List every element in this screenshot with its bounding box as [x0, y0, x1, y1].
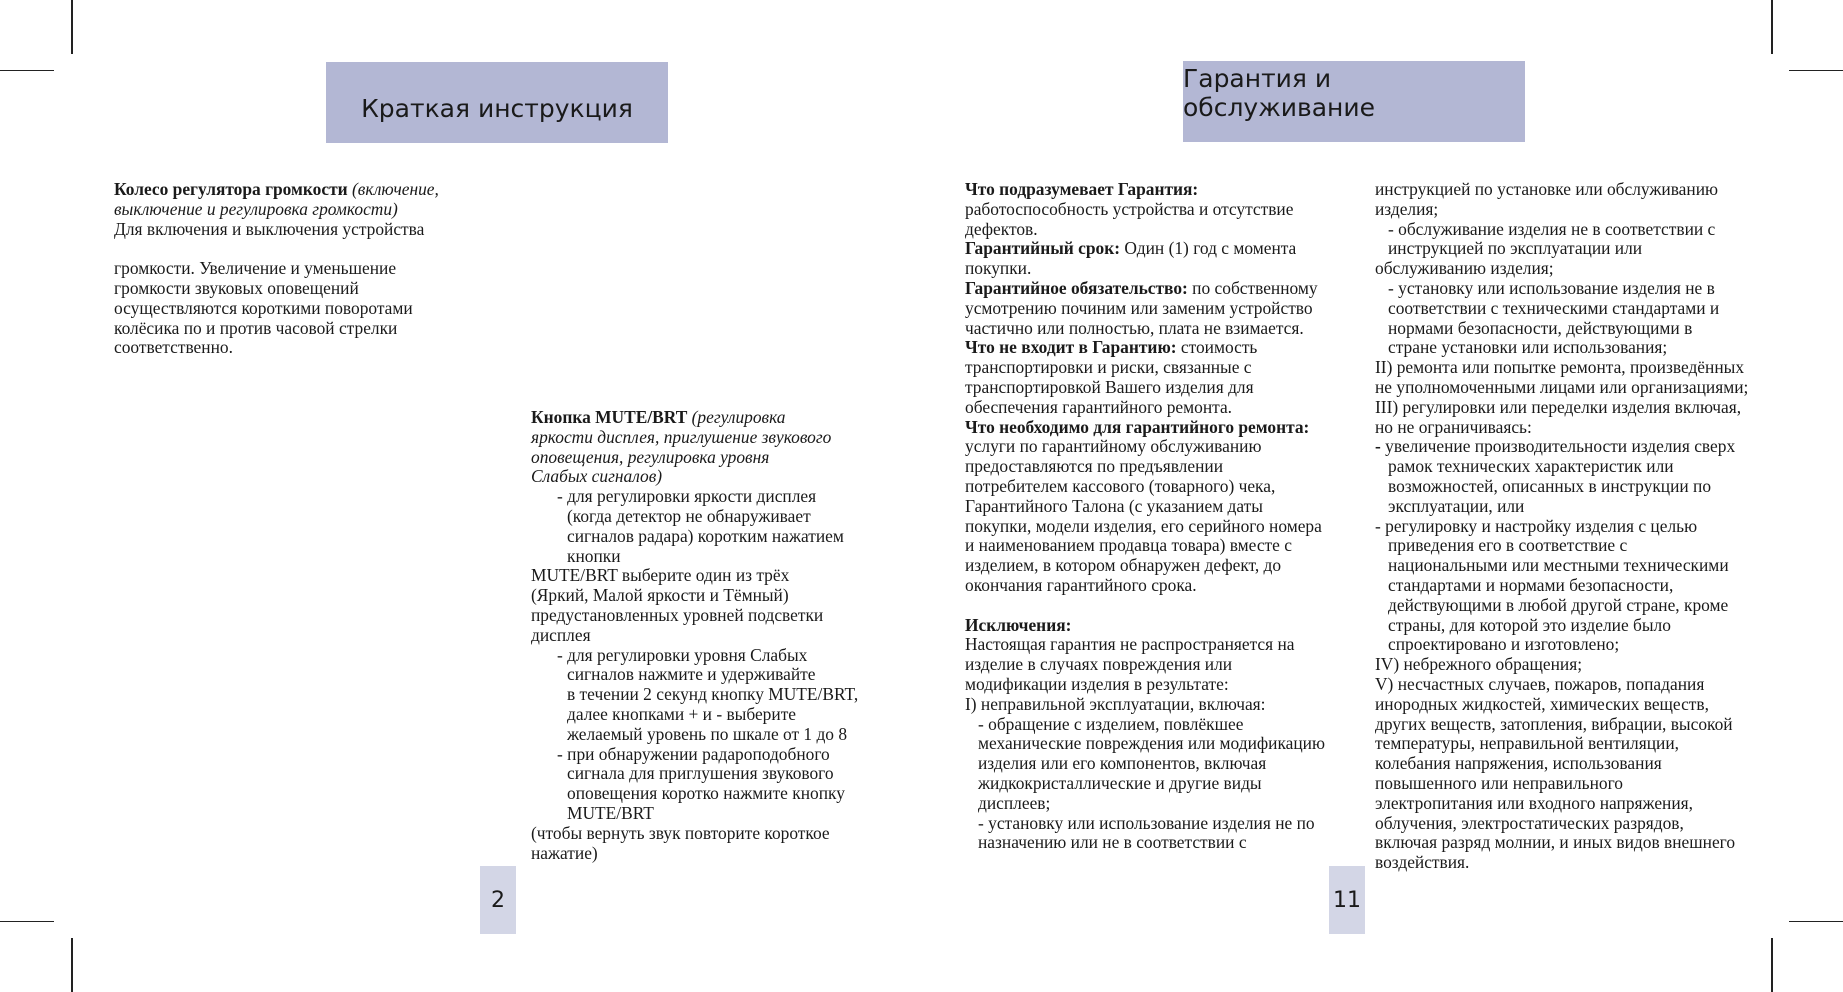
- text-line: [114, 239, 474, 259]
- text-line: [965, 338, 1365, 358]
- body-text: нормами безопасности, действующими в: [1388, 317, 1693, 338]
- body-text: обслуживанию изделия;: [1375, 258, 1554, 279]
- body-text: I) неправильной эксплуатации, включая:: [965, 693, 1266, 714]
- text-line: [1375, 616, 1775, 636]
- text-line: [1375, 437, 1775, 457]
- text-line: [1375, 536, 1775, 556]
- text-line: [1375, 734, 1775, 754]
- body-text: инородных жидкостей, химических веществ,: [1375, 693, 1709, 714]
- bold-text: Гарантийный срок:: [965, 238, 1121, 259]
- text-line: [965, 675, 1365, 695]
- text-line: [1375, 754, 1775, 774]
- text-line: [1375, 576, 1775, 596]
- body-text: в течении 2 секунд кнопку MUTE/BRT,: [567, 684, 859, 705]
- body-text: сигнала для приглушения звукового: [567, 763, 834, 784]
- body-text: (чтобы вернуть звук повторите короткое: [531, 822, 830, 843]
- text-line: [1375, 259, 1775, 279]
- body-text: назначению или не в соответствии с: [978, 832, 1247, 853]
- bold-text: Кнопка MUTE/BRT: [531, 407, 688, 427]
- body-text: транспортировкой Вашего изделия для: [965, 376, 1254, 397]
- text-line: [965, 220, 1365, 240]
- text-line: [1375, 596, 1775, 616]
- text-line: [1375, 319, 1775, 339]
- body-text: других веществ, затопления, вибрации, высокой: [1375, 713, 1733, 734]
- body-text: стоимость: [1176, 337, 1258, 358]
- text-line: [1375, 655, 1775, 675]
- body-text: - обращение с изделием, повлёкшее: [978, 713, 1244, 734]
- body-text: увеличение производительности изделия сверх: [1380, 436, 1736, 457]
- body-text: - установку или использование изделия не по: [978, 812, 1315, 833]
- body-text: кнопки: [567, 545, 621, 566]
- text-line: [531, 428, 891, 448]
- bold-text: Колесо регулятора громкости: [114, 179, 348, 199]
- text-line: [1375, 477, 1775, 497]
- text-line: [965, 814, 1365, 834]
- text-line: [531, 764, 891, 784]
- text-line: [1375, 814, 1775, 834]
- body-text: обеспечения гарантийного ремонта.: [965, 396, 1233, 417]
- body-text: MUTE/BRT выберите один из трёх: [531, 565, 790, 586]
- bold-text: -: [1375, 436, 1381, 457]
- body-text: по собственному: [1187, 277, 1318, 298]
- text-line: [531, 527, 891, 547]
- right-page-number-text: 11: [1333, 887, 1361, 913]
- text-line: [965, 576, 1365, 596]
- text-line: [1375, 794, 1775, 814]
- body-text: возможностей, описанных в инструкции по: [1388, 475, 1712, 496]
- text-line: [531, 507, 891, 527]
- body-text: рамок технических характеристик или: [1388, 456, 1674, 477]
- text-line: [531, 665, 891, 685]
- body-text: инструкцией по установке или обслуживанию: [1375, 179, 1719, 199]
- body-text: Один (1) год с момента: [1120, 238, 1297, 259]
- body-text: нажатие): [531, 842, 598, 863]
- body-text: стране установки или использования;: [1388, 337, 1668, 358]
- body-text: стандартами и нормами безопасности,: [1388, 574, 1674, 595]
- body-text: - установку или использование изделия не в: [1388, 277, 1715, 298]
- text-line: [965, 635, 1365, 655]
- body-text: изделия;: [1375, 198, 1439, 219]
- body-text: MUTE/BRT: [567, 802, 654, 823]
- text-line: [965, 477, 1365, 497]
- text-line: [1375, 774, 1775, 794]
- body-text: дисплеев;: [978, 792, 1051, 813]
- body-text: Для включения и выключения устройства: [114, 218, 425, 239]
- text-line: [1375, 715, 1775, 735]
- body-text: сигналов нажмите и удерживайте: [567, 664, 816, 685]
- text-line: [965, 556, 1365, 576]
- text-line: [965, 239, 1365, 259]
- body-text: громкости. Увеличение и уменьшение: [114, 258, 397, 279]
- text-line: [114, 200, 474, 220]
- text-line: [965, 754, 1365, 774]
- text-line: [1375, 239, 1775, 259]
- text-line: [965, 734, 1365, 754]
- text-line: [965, 437, 1365, 457]
- text-line: [965, 457, 1365, 477]
- left-page-number-text: 2: [491, 887, 505, 913]
- text-line: [531, 408, 891, 428]
- text-line: [1375, 635, 1775, 655]
- text-line: [1375, 299, 1775, 319]
- body-text: покупки, модели изделия, его серийного номера: [965, 515, 1322, 536]
- body-text: электропитания или входного напряжения,: [1375, 792, 1694, 813]
- left-page-number: [480, 866, 516, 934]
- body-text: работоспособность устройства и отсутствие: [965, 198, 1294, 219]
- text-line: [114, 299, 474, 319]
- body-text: изделия или его компонентов, включая: [978, 753, 1267, 774]
- text-line: [965, 774, 1365, 794]
- text-line: [531, 725, 891, 745]
- text-line: [1375, 279, 1775, 299]
- text-line: [965, 695, 1365, 715]
- text-line: [1375, 853, 1775, 873]
- body-text: IV) небрежного обращения;: [1375, 654, 1583, 675]
- text-line: [531, 626, 891, 646]
- text-line: [114, 180, 474, 200]
- text-line: [531, 467, 891, 487]
- text-line: [531, 487, 891, 507]
- text-line: [965, 398, 1365, 418]
- body-text: облучения, электростатических разрядов,: [1375, 812, 1684, 833]
- text-line: [531, 606, 891, 626]
- body-text: желаемый уровень по шкале от 1 до 8: [567, 723, 848, 744]
- body-text: покупки.: [965, 258, 1032, 279]
- text-line: [965, 259, 1365, 279]
- text-line: [114, 259, 474, 279]
- text-line: [531, 685, 891, 705]
- text-line: [531, 784, 891, 804]
- body-text: услуги по гарантийному обслуживанию: [965, 436, 1262, 457]
- text-line: [114, 220, 474, 240]
- text-line: [1375, 833, 1775, 853]
- text-line: [965, 319, 1365, 339]
- text-line: [531, 745, 891, 765]
- text-line: [965, 358, 1365, 378]
- bold-text: Гарантийное обязательство:: [965, 277, 1188, 298]
- body-text: - обслуживание изделия не в соответствии с: [1388, 218, 1716, 239]
- body-text: II) ремонта или попытке ремонта, произведённых: [1375, 357, 1745, 378]
- body-text: не уполномоченными лицами или организациями;: [1375, 376, 1749, 397]
- body-text: предустановленных уровней подсветки: [531, 604, 824, 625]
- crop-mark-bottom-left-h: [0, 921, 54, 922]
- body-text: действующими в любой другой стране, кроме: [1388, 594, 1729, 615]
- text-line: [531, 448, 891, 468]
- body-text: V) несчастных случаев, пожаров, попадания: [1375, 673, 1705, 694]
- crop-mark-top-left-h: [0, 70, 54, 71]
- text-line: [1375, 556, 1775, 576]
- body-text: Настоящая гарантия не распространяется на: [965, 634, 1295, 655]
- italic-text: Слабых сигналов): [531, 466, 663, 487]
- crop-mark-bottom-right-h: [1789, 921, 1843, 922]
- text-line: [965, 536, 1365, 556]
- bold-text: Исключения:: [965, 614, 1072, 635]
- text-line: [1375, 398, 1775, 418]
- text-line: [1375, 200, 1775, 220]
- right-page-header-text: Гарантия и обслуживание: [1183, 64, 1376, 122]
- text-line: [1375, 695, 1775, 715]
- italic-text: яркости дисплея, приглушение звукового: [531, 426, 832, 447]
- text-line: [965, 794, 1365, 814]
- body-text: страны, для которой это изделие было: [1388, 614, 1671, 635]
- text-line: [531, 646, 891, 666]
- text-line: [1375, 517, 1775, 537]
- body-text: (Яркий, Малой яркости и Тёмный): [531, 585, 789, 606]
- body-text: механические повреждения или модификацию: [978, 733, 1325, 754]
- body-text: жидкокристаллические и другие виды: [978, 772, 1262, 793]
- text-line: [965, 378, 1365, 398]
- body-text: Гарантийного Талона (с указанием даты: [965, 495, 1263, 516]
- body-text: осуществляются короткими поворотами: [114, 297, 413, 318]
- body-text: эксплуатации, или: [1388, 495, 1525, 516]
- text-line: [114, 279, 474, 299]
- left-page-column-volume: [114, 180, 474, 358]
- italic-text: (включение,: [347, 179, 439, 199]
- text-line: [531, 547, 891, 567]
- text-line: [1375, 497, 1775, 517]
- body-text: окончания гарантийного срока.: [965, 574, 1197, 595]
- text-line: [965, 279, 1365, 299]
- text-line: [531, 824, 891, 844]
- body-text: III) регулировки или переделки изделия включая,: [1375, 396, 1742, 417]
- crop-mark-bottom-left-v: [71, 938, 73, 992]
- bold-text: Что необходимо для гарантийного ремонта:: [965, 416, 1310, 437]
- text-line: [965, 517, 1365, 537]
- text-line: [1375, 220, 1775, 240]
- text-line: [114, 319, 474, 339]
- crop-mark-top-left-v: [71, 0, 73, 54]
- text-line: [965, 418, 1365, 438]
- body-text: температуры, неправильной вентиляции,: [1375, 733, 1679, 754]
- body-text: дисплея: [531, 624, 591, 645]
- text-line: [965, 180, 1365, 200]
- body-text: - при обнаружении радароподобного: [557, 743, 830, 764]
- text-line: [1375, 338, 1775, 358]
- text-line: [965, 596, 1365, 616]
- body-text: соответственно.: [114, 337, 233, 358]
- text-line: [114, 338, 474, 358]
- body-text: далее кнопками + и - выберите: [567, 703, 797, 724]
- body-text: спроектировано и изготовлено;: [1388, 634, 1620, 655]
- crop-mark-top-right-h: [1789, 70, 1843, 71]
- text-line: [531, 705, 891, 725]
- text-line: [1375, 457, 1775, 477]
- body-text: предоставляются по предъявлении: [965, 456, 1223, 477]
- text-line: [965, 833, 1365, 853]
- crop-mark-top-right-v: [1771, 0, 1773, 54]
- body-text: национальными или местными техническими: [1388, 555, 1729, 576]
- body-text: - для регулировки яркости дисплея: [557, 486, 817, 507]
- right-page-column-exclusions: [1375, 180, 1775, 873]
- text-line: [965, 497, 1365, 517]
- right-page-header: [1183, 61, 1525, 142]
- body-text: - регулировку и настройку изделия с целью: [1375, 515, 1698, 536]
- text-line: [965, 200, 1365, 220]
- text-line: [965, 715, 1365, 735]
- text-line: [531, 586, 891, 606]
- italic-text: выключение и регулировка громкости): [114, 198, 398, 219]
- body-text: транспортировки и риски, связанные с: [965, 357, 1252, 378]
- body-text: (когда детектор не обнаруживает: [567, 505, 811, 526]
- left-page-column-mute: [531, 408, 891, 863]
- body-text: и наименованием продавца товара) вместе с: [965, 535, 1292, 556]
- body-text: изделие в случаях повреждения или: [965, 654, 1233, 675]
- italic-text: (регулировка: [687, 407, 786, 427]
- body-text: повышенного или неправильного: [1375, 772, 1623, 793]
- body-text: воздействия.: [1375, 852, 1470, 873]
- text-line: [1375, 358, 1775, 378]
- text-line: [1375, 675, 1775, 695]
- body-text: усмотрению починим или заменим устройство: [965, 297, 1313, 318]
- body-text: изделием, в котором обнаружен дефект, до: [965, 555, 1282, 576]
- text-line: [531, 566, 891, 586]
- text-line: [965, 655, 1365, 675]
- text-line: [1375, 180, 1775, 200]
- text-line: [1375, 378, 1775, 398]
- body-text: включая разряд молнии, и иных видов внешнего: [1375, 832, 1736, 853]
- body-text: колёсика по и против часовой стрелки: [114, 317, 398, 338]
- left-page-header-text: Краткая инструкция: [361, 94, 633, 123]
- text-line: [965, 299, 1365, 319]
- body-text: потребителем кассового (товарного) чека,: [965, 475, 1276, 496]
- text-line: [531, 804, 891, 824]
- left-page-header: [326, 62, 668, 143]
- crop-mark-bottom-right-v: [1771, 938, 1773, 992]
- body-text: оповещения коротко нажмите кнопку: [567, 783, 845, 804]
- body-text: дефектов.: [965, 218, 1038, 239]
- text-line: [1375, 418, 1775, 438]
- bold-text: Что не входит в Гарантию:: [965, 337, 1177, 358]
- body-text: но не ограничиваясь:: [1375, 416, 1532, 437]
- body-text: громкости звуковых оповещений: [114, 277, 359, 298]
- body-text: сигналов радара) коротким нажатием: [567, 525, 844, 546]
- body-text: инструкцией по эксплуатации или: [1388, 238, 1643, 259]
- body-text: колебания напряжения, использования: [1375, 753, 1662, 774]
- body-text: - для регулировки уровня Слабых: [557, 644, 808, 665]
- bold-text: Что подразумевает Гарантия:: [965, 179, 1199, 199]
- body-text: приведения его в соответствие с: [1388, 535, 1628, 556]
- right-page-number: [1329, 866, 1365, 934]
- italic-text: оповещения, регулировка уровня: [531, 446, 770, 467]
- text-line: [531, 844, 891, 864]
- body-text: частично или полностью, плата не взимается.: [965, 317, 1304, 338]
- right-page-column-warranty: [965, 180, 1365, 853]
- text-line: [965, 616, 1365, 636]
- body-text: модификации изделия в результате:: [965, 673, 1229, 694]
- body-text: соответствии с техническими стандартами и: [1388, 297, 1720, 318]
